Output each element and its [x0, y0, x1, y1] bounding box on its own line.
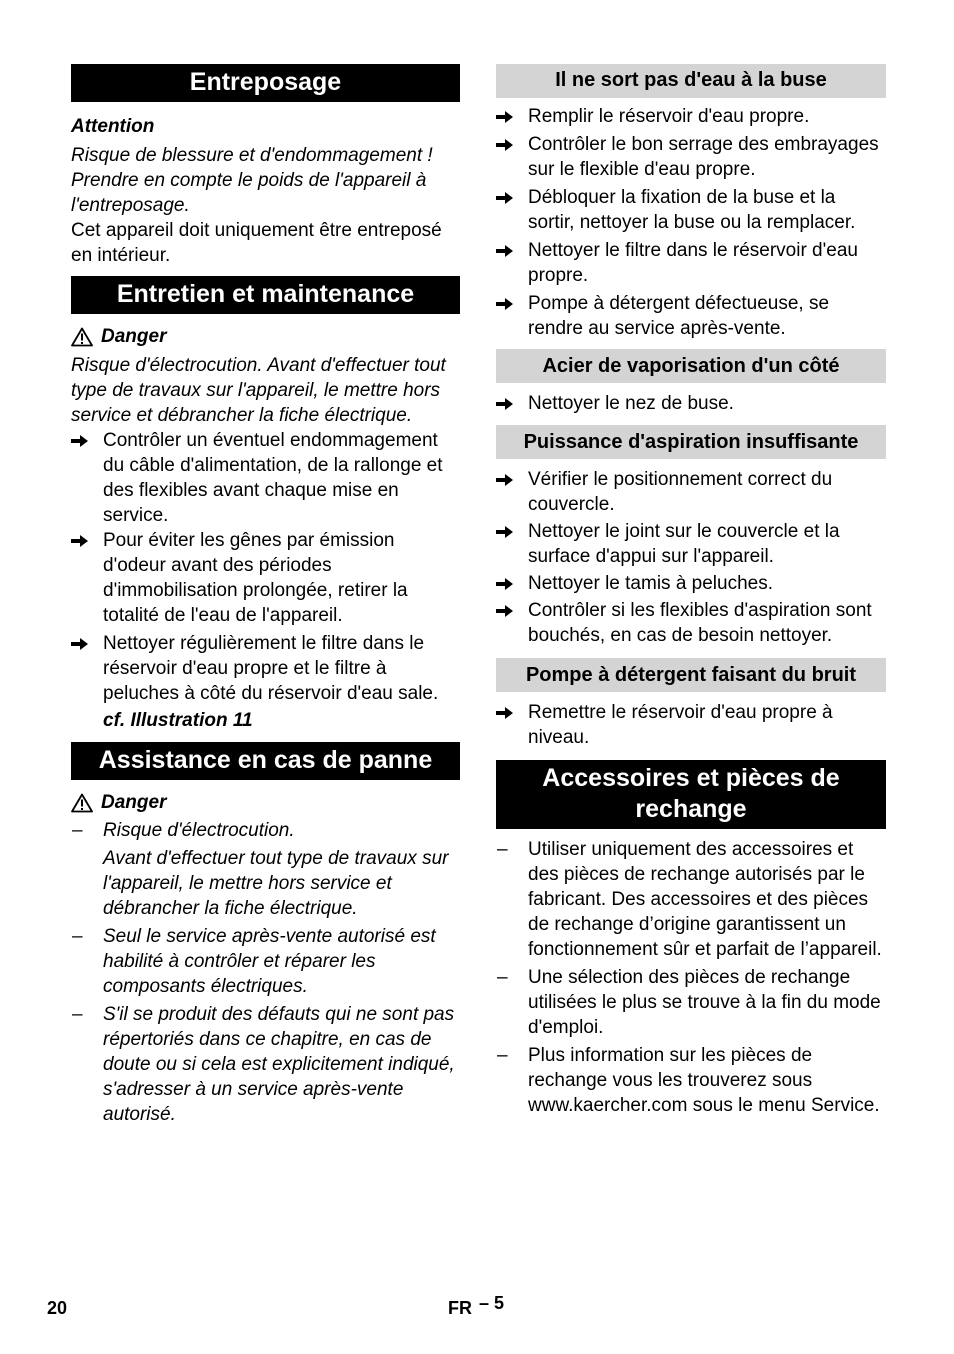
list-item: Nettoyer régulièrement le filtre dans le réservoir d'eau propre et le filtre à peluches à côté du réservoir d'eau sale.: [71, 631, 460, 706]
warning-triangle-icon: [71, 327, 93, 347]
list-item: Remplir le réservoir d'eau propre.: [496, 104, 886, 129]
arrow-right-icon: [496, 473, 514, 487]
list-item: Nettoyer le filtre dans le réservoir d'eau propre.: [496, 238, 886, 288]
attention-label: Attention: [71, 116, 155, 137]
heading-assistance: Assistance en cas de panne: [71, 742, 460, 780]
heading-entretien: Entretien et maintenance: [71, 276, 460, 314]
accessoires-list: [496, 837, 886, 1118]
heading-aspiration: Puissance d'aspiration insuffisante: [496, 425, 886, 459]
list-item: – Seul le service après-vente autorisé est habilité à contrôler et réparer les composants électriques.: [72, 926, 436, 997]
right-column: [496, 64, 886, 1118]
list-item: Remettre le réservoir d'eau propre à niveau.: [496, 700, 886, 750]
list-item: Nettoyer le nez de buse.: [496, 391, 886, 416]
entreposage-body: Cet appareil doit uniquement être entreposé en intérieur.: [71, 220, 442, 266]
list-item: – Plus information sur les pièces de rechange vous les trouverez sous www.kaercher.com sous le menu Service.: [497, 1045, 880, 1116]
list-item: – S'il se produit des défauts qui ne sont pas répertoriés dans ce chapitre, en cas de doute ou si cela est explicitement indiqué, s'adresser à un service après-vente autorisé.: [72, 1004, 455, 1125]
pompe-list: [496, 700, 886, 750]
arrow-right-icon: [496, 244, 514, 258]
list-item: Contrôler si les flexibles d'aspiration sont bouchés, en cas de besoin nettoyer.: [496, 598, 886, 648]
list-item: – Risque d'électrocution.: [72, 820, 295, 841]
list-item: Vérifier le positionnement correct du couvercle.: [496, 467, 886, 517]
heading-acier: Acier de vaporisation d'un côté: [496, 349, 886, 383]
list-item: – Utiliser uniquement des accessoires et des pièces de rechange autorisés par le fabricant. Des accessoires et des pièces de rechange d’origine garantissent un fonctionnement sûr et parfait de l’appareil.: [497, 839, 882, 960]
list-item: Nettoyer le tamis à peluches.: [496, 571, 886, 596]
entretien-list: [71, 428, 460, 706]
assistance-list: [71, 818, 460, 1127]
attention-text: Risque de blessure et d'endommagement ! Prendre en compte le poids de l'appareil à l'entreposage.: [71, 145, 433, 216]
arrow-right-icon: [496, 604, 514, 618]
heading-accessoires: Accessoires et pièces de rechange: [496, 760, 886, 829]
arrow-right-icon: [496, 191, 514, 205]
no-water-list: [496, 104, 886, 341]
arrow-right-icon: [496, 577, 514, 591]
danger-notice: [71, 790, 460, 815]
acier-list: [496, 391, 886, 416]
left-column: [71, 64, 460, 1127]
page-number: 20: [47, 1298, 68, 1318]
arrow-right-icon: [496, 706, 514, 720]
arrow-right-icon: [496, 297, 514, 311]
arrow-right-icon: [71, 434, 89, 448]
list-item: Pompe à détergent défectueuse, se rendre au service après-vente.: [496, 291, 886, 341]
heading-entreposage: Entreposage: [71, 64, 460, 102]
danger-label: Danger: [101, 792, 167, 813]
list-item-continuation: Avant d'effectuer tout type de travaux sur l'appareil, le mettre hors service et débrancher la fiche électrique.: [103, 848, 449, 919]
footer-language: FR – 5: [448, 1293, 505, 1318]
danger-notice: [71, 324, 460, 349]
heading-no-water: Il ne sort pas d'eau à la buse: [496, 64, 886, 98]
list-item: Contrôler le bon serrage des embrayages sur le flexible d'eau propre.: [496, 132, 886, 182]
arrow-right-icon: [496, 397, 514, 411]
danger-label: Danger: [101, 326, 167, 347]
arrow-right-icon: [496, 138, 514, 152]
arrow-right-icon: [496, 525, 514, 539]
list-item: Pour éviter les gênes par émission d'odeur avant des périodes d'immobilisation prolongée, retirer la totalité de l'eau de l'appareil.: [71, 528, 460, 628]
arrow-right-icon: [496, 110, 514, 124]
warning-triangle-icon: [71, 793, 93, 813]
aspiration-list: [496, 467, 886, 648]
heading-pompe: Pompe à détergent faisant du bruit: [496, 658, 886, 692]
list-item: – Une sélection des pièces de rechange utilisées le plus se trouve à la fin du mode d'emploi.: [497, 967, 881, 1038]
danger-text: Risque d'électrocution. Avant d'effectuer tout type de travaux sur l'appareil, le mettre hors service et débrancher la fiche électrique.: [71, 355, 446, 426]
illustration-reference: cf. Illustration 11: [103, 710, 253, 731]
list-item: Nettoyer le joint sur le couvercle et la surface d'appui sur l'appareil.: [496, 519, 886, 569]
arrow-right-icon: [71, 637, 89, 651]
arrow-right-icon: [71, 534, 89, 548]
list-item: Débloquer la fixation de la buse et la sortir, nettoyer la buse ou la remplacer.: [496, 185, 886, 235]
list-item: Contrôler un éventuel endommagement du câble d'alimentation, de la rallonge et des flexibles avant chaque mise en service.: [71, 428, 460, 528]
